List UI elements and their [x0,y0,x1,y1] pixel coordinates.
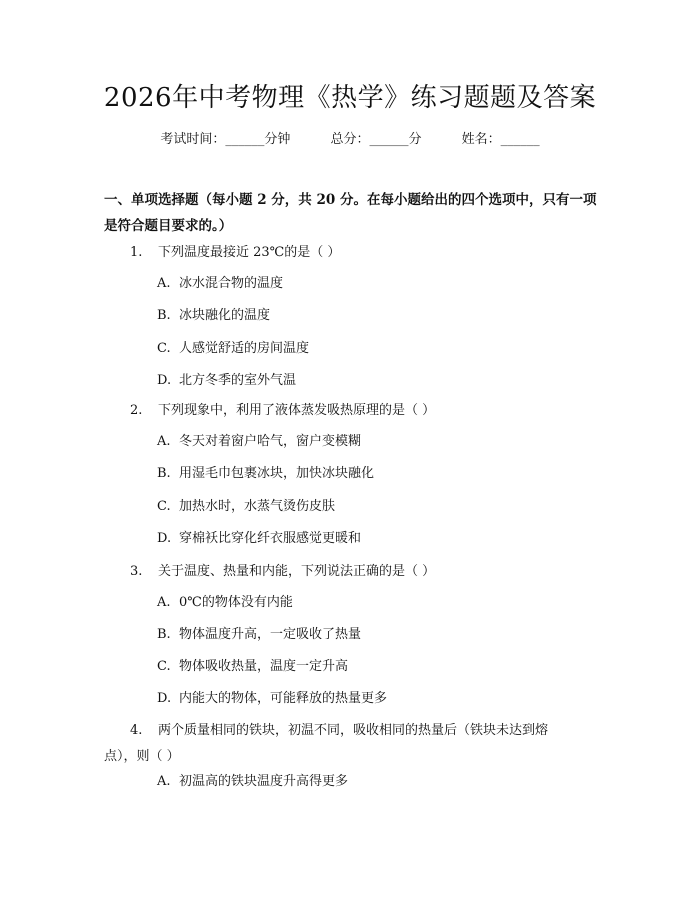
option-item [157,689,387,709]
option-item [157,464,374,484]
option-item [157,593,293,613]
section-heading [104,187,604,239]
option-item [157,371,296,391]
option-text: 内能大的物体，可能释放的热量更多 [179,691,388,706]
option-item [157,772,348,792]
question-number: 4. [130,723,143,738]
option-letter: B. [157,466,171,481]
question-2 [104,398,604,424]
option-text: 北方冬季的室外气温 [179,373,297,388]
question-text: 两个质量相同的铁块，初温不同，吸收相同的热量后（铁块未达到熔 [158,723,549,738]
option-item [157,339,309,359]
question-4 [104,718,604,770]
option-letter: C. [157,341,171,356]
question-text: 关于温度、热量和内能，下列说法正确的是（ ） [158,564,436,579]
exam-time-field: 考试时间：______分钟 [160,132,291,147]
option-letter: A. [157,434,171,449]
option-text: 初温高的铁块温度升高得更多 [179,774,349,789]
section-heading-line: 一、单项选择题（每小题 2 分，共 20 分。在每小题给出的四个选项中，只有一项 [104,192,597,208]
option-item [157,657,348,677]
total-score-field: 总分：______分 [330,132,422,147]
option-text: 用湿毛巾包裹冰块，加快冰块融化 [179,466,375,481]
option-text: 冰块融化的温度 [179,308,271,323]
option-item [157,497,335,517]
option-item [157,432,361,452]
option-letter: B. [157,627,171,642]
option-letter: D. [157,531,172,546]
option-text: 0℃的物体没有内能 [179,595,293,610]
option-letter: A. [157,276,171,291]
option-item [157,306,270,326]
option-text: 穿棉袄比穿化纤衣服感觉更暖和 [179,531,362,546]
question-text: 下列现象中，利用了液体蒸发吸热原理的是（ ） [158,403,436,418]
option-text: 冬天对着窗户哈气，窗户变模糊 [179,434,362,449]
option-item [157,625,361,645]
question-3 [104,559,604,585]
page-title: 2026年中考物理《热学》练习题题及答案 [103,83,597,113]
option-letter: A. [157,774,171,789]
question-number: 2. [130,403,143,418]
option-letter: D. [157,373,172,388]
section-heading-line: 是符合题目要求的。） [104,218,233,234]
option-item [157,274,283,294]
question-number: 3. [130,564,143,579]
option-text: 物体吸收热量，温度一定升高 [179,659,349,674]
option-letter: D. [157,691,172,706]
question-text: 下列温度最接近 23℃的是（ ） [158,245,341,260]
option-text: 物体温度升高，一定吸收了热量 [179,627,362,642]
student-name-field: 姓名：______ [461,132,540,147]
option-letter: A. [157,595,171,610]
option-text: 人感觉舒适的房间温度 [179,341,310,356]
question-1 [104,240,604,266]
exam-info-line [0,130,700,150]
option-text: 加热水时，水蒸气烫伤皮肤 [179,499,336,514]
question-text-continued: 点），则（ ） [104,749,180,764]
option-item [157,529,361,549]
option-letter: C. [157,499,171,514]
option-letter: B. [157,308,171,323]
option-text: 冰水混合物的温度 [179,276,284,291]
option-letter: C. [157,659,171,674]
question-number: 1. [130,245,143,260]
